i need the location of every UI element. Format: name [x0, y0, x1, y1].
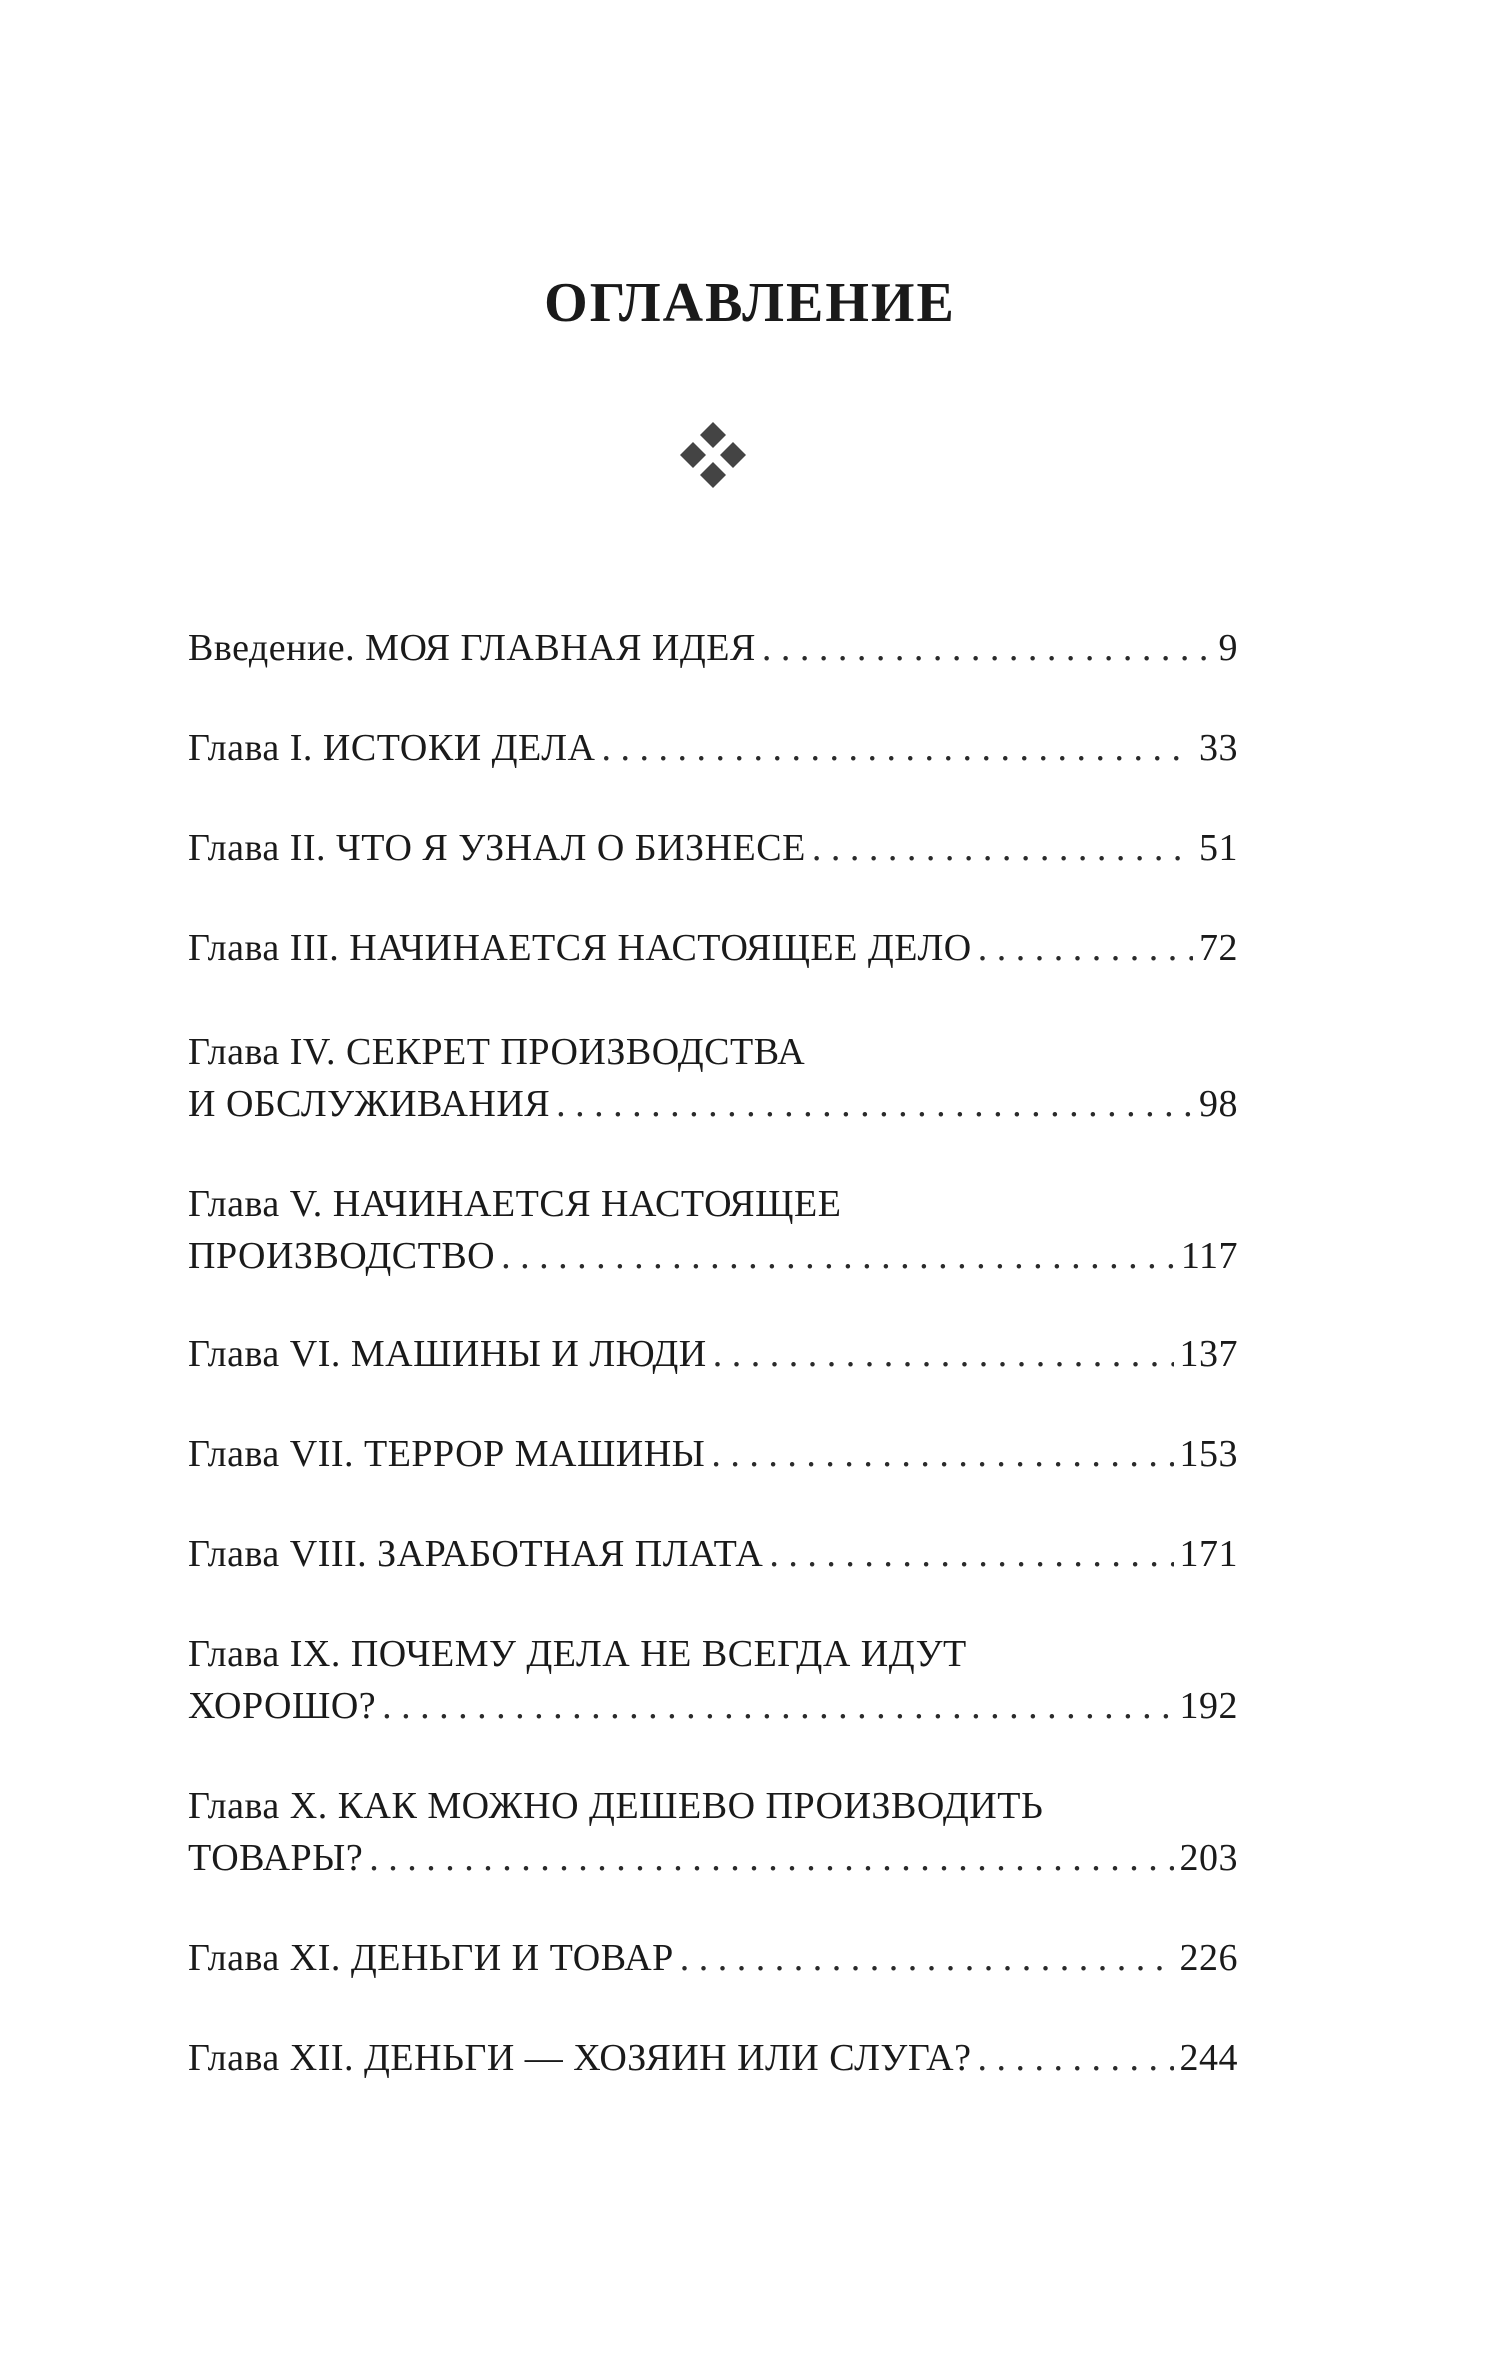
page-number: 98	[1199, 1083, 1238, 1125]
toc-entry-title-line2: ПРОИЗВОДСТВО	[188, 1235, 496, 1277]
dot-leader	[978, 922, 1193, 974]
toc-entry[interactable]	[188, 1628, 1238, 1732]
page-number: 33	[1199, 727, 1238, 769]
dot-leader	[369, 1832, 1173, 1884]
dot-leader	[601, 722, 1193, 774]
page-number: 192	[1179, 1685, 1238, 1727]
toc-entry-title: Глава VII. ТЕРРОР МАШИНЫ	[188, 1433, 706, 1475]
toc-entry[interactable]	[188, 1780, 1238, 1884]
toc-entry-title-line1: Глава IX. ПОЧЕМУ ДЕЛА НЕ ВСЕГДА ИДУТ	[188, 1633, 967, 1675]
toc-entry-title-line2: И ОБСЛУЖИВАНИЯ	[188, 1083, 551, 1125]
dot-leader	[556, 1078, 1193, 1130]
toc-entry-title-line1: Глава V. НАЧИНАЕТСЯ НАСТОЯЩЕЕ	[188, 1183, 842, 1225]
page-number: 117	[1180, 1235, 1238, 1277]
toc-entry-title-line2: ТОВАРЫ?	[188, 1837, 364, 1879]
dot-leader	[977, 2032, 1173, 2084]
toc-entry[interactable]	[188, 1428, 1238, 1480]
page-number: 226	[1179, 1937, 1238, 1979]
page-number: 9	[1218, 627, 1238, 669]
page-number: 244	[1179, 2037, 1238, 2079]
page-number: 51	[1199, 827, 1238, 869]
dot-leader	[711, 1428, 1173, 1480]
dot-leader	[680, 1932, 1174, 1984]
dot-leader	[382, 1680, 1173, 1732]
toc-entry[interactable]	[188, 1328, 1238, 1380]
toc-entry[interactable]	[188, 1932, 1238, 1984]
toc-entry-title-line2: ХОРОШО?	[188, 1685, 377, 1727]
toc-entry-title: Глава II. ЧТО Я УЗНАЛ О БИЗНЕСЕ	[188, 827, 806, 869]
dot-leader	[769, 1528, 1173, 1580]
toc-entry-title: Глава VIII. ЗАРАБОТНАЯ ПЛАТА	[188, 1533, 764, 1575]
four-diamond-ornament-icon	[678, 420, 748, 490]
toc-entry-title-line1: Глава IV. СЕКРЕТ ПРОИЗВОДСТВА	[188, 1031, 806, 1073]
dot-leader	[812, 822, 1193, 874]
toc-entry-title: Введение. МОЯ ГЛАВНАЯ ИДЕЯ	[188, 627, 756, 669]
toc-entry[interactable]	[188, 822, 1238, 874]
page-number: 72	[1199, 927, 1238, 969]
toc-entry[interactable]	[188, 922, 1238, 974]
toc-entry-title: Глава I. ИСТОКИ ДЕЛА	[188, 727, 596, 769]
toc-entry-title: Глава XII. ДЕНЬГИ — ХОЗЯИН ИЛИ СЛУГА?	[188, 2037, 972, 2079]
dot-leader	[762, 622, 1213, 674]
toc-entry[interactable]	[188, 722, 1238, 774]
toc-entry-title-line1: Глава X. КАК МОЖНО ДЕШЕВО ПРОИЗВОДИТЬ	[188, 1785, 1044, 1827]
dot-leader	[501, 1230, 1175, 1282]
page-number: 137	[1179, 1333, 1238, 1375]
toc-entry-title: Глава III. НАЧИНАЕТСЯ НАСТОЯЩЕЕ ДЕЛО	[188, 927, 972, 969]
toc-entry-title: Глава XI. ДЕНЬГИ И ТОВАР	[188, 1937, 674, 1979]
toc-entry[interactable]	[188, 1026, 1238, 1130]
page-number: 203	[1179, 1837, 1238, 1879]
toc-entry[interactable]	[188, 1528, 1238, 1580]
dot-leader	[713, 1328, 1174, 1380]
page-number: 171	[1179, 1533, 1238, 1575]
toc-entry[interactable]	[188, 1178, 1238, 1282]
page-number: 153	[1179, 1433, 1238, 1475]
toc-entry[interactable]	[188, 2032, 1238, 2084]
toc-entry-title: Глава VI. МАШИНЫ И ЛЮДИ	[188, 1333, 707, 1375]
page-title: ОГЛАВЛЕНИЕ	[544, 272, 956, 334]
toc-entry[interactable]	[188, 622, 1238, 674]
